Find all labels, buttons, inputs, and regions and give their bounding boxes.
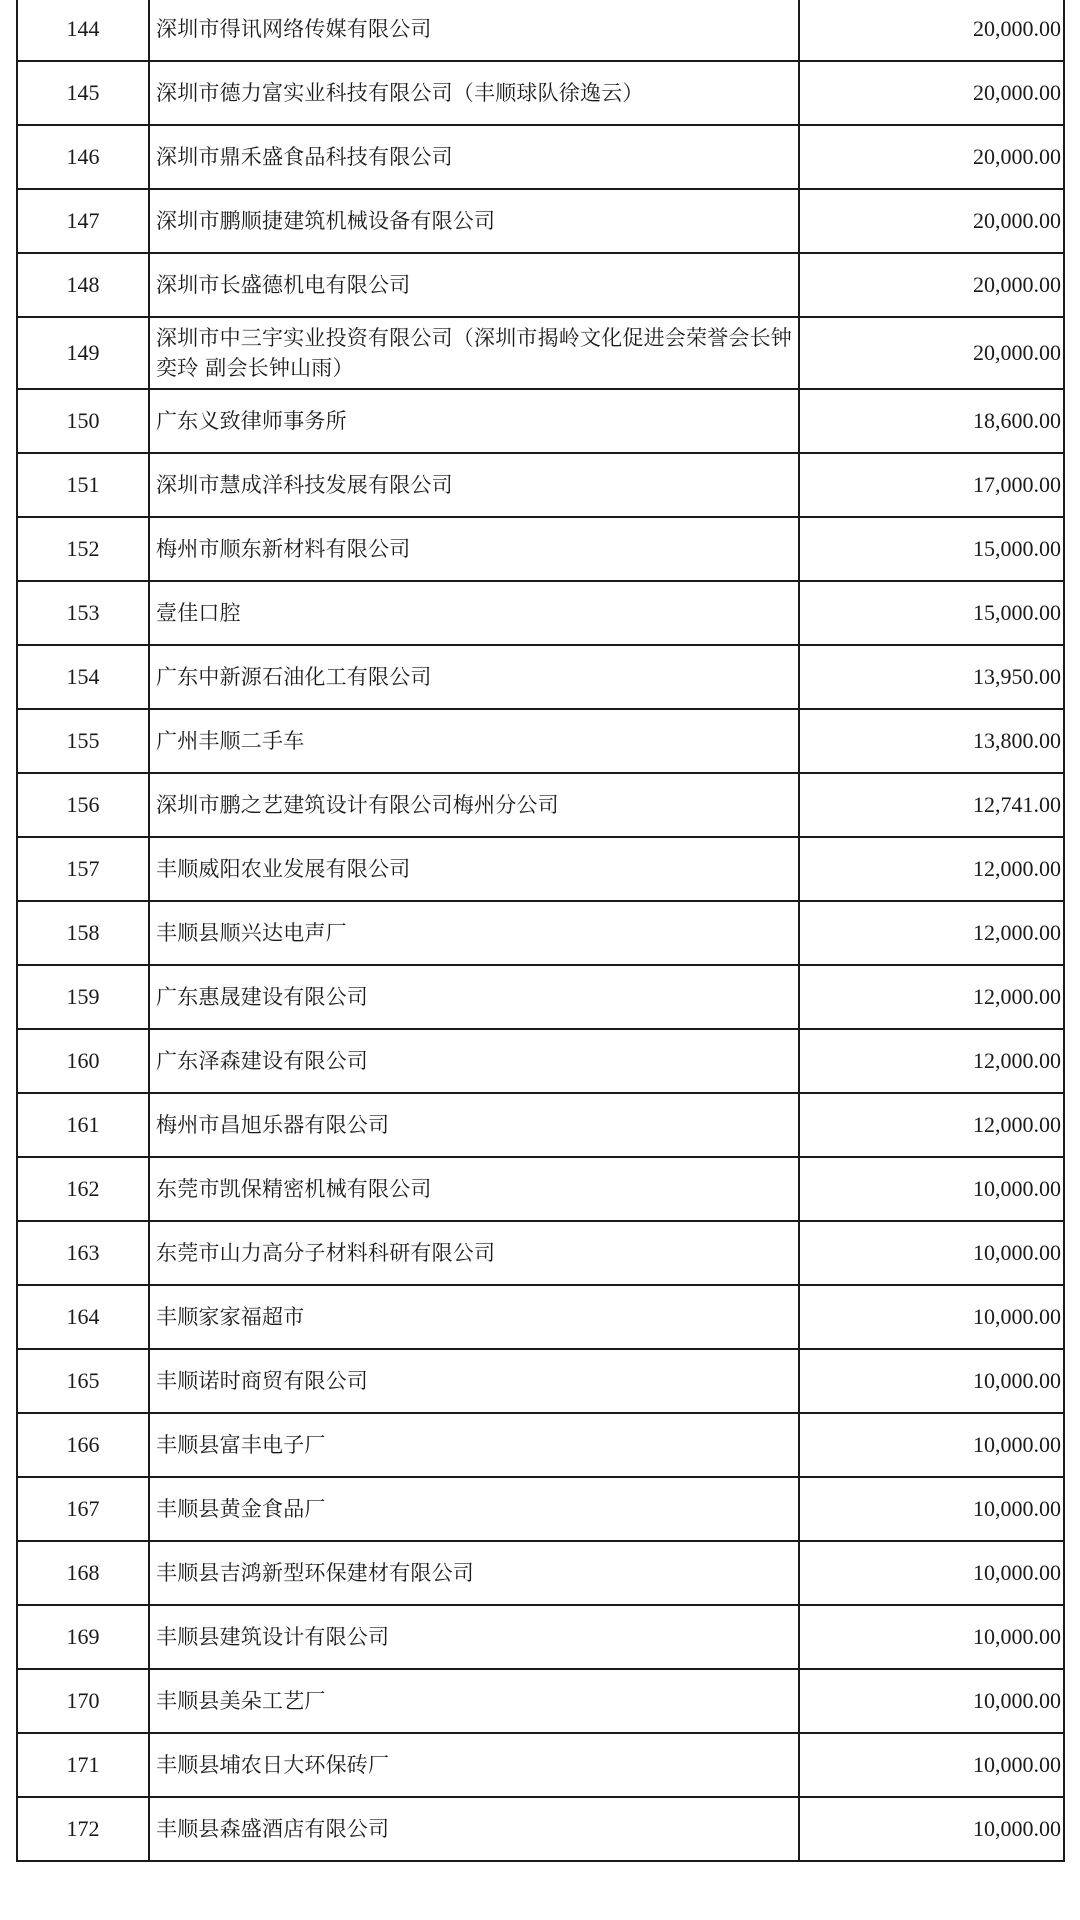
donation-amount: 20,000.00 — [799, 125, 1064, 189]
donation-amount: 20,000.00 — [799, 189, 1064, 253]
donor-name: 深圳市鹏之艺建筑设计有限公司梅州分公司 — [149, 773, 799, 837]
donation-amount: 17,000.00 — [799, 453, 1064, 517]
row-number: 164 — [17, 1285, 149, 1349]
donation-amount: 20,000.00 — [799, 317, 1064, 389]
row-number: 170 — [17, 1669, 149, 1733]
donation-amount: 12,741.00 — [799, 773, 1064, 837]
donor-name: 丰顺威阳农业发展有限公司 — [149, 837, 799, 901]
table-row — [17, 189, 1064, 253]
row-number: 151 — [17, 453, 149, 517]
donor-name: 丰顺县建筑设计有限公司 — [149, 1605, 799, 1669]
donor-name: 深圳市中三宇实业投资有限公司（深圳市揭岭文化促进会荣誉会长钟奕玲 副会长钟山雨） — [149, 317, 799, 389]
donor-name: 丰顺诺时商贸有限公司 — [149, 1349, 799, 1413]
table-row — [17, 1797, 1064, 1861]
donation-amount: 12,000.00 — [799, 837, 1064, 901]
row-number: 172 — [17, 1797, 149, 1861]
row-number: 145 — [17, 61, 149, 125]
donation-amount: 13,950.00 — [799, 645, 1064, 709]
row-number: 160 — [17, 1029, 149, 1093]
row-number: 166 — [17, 1413, 149, 1477]
donation-amount: 20,000.00 — [799, 61, 1064, 125]
donation-amount: 10,000.00 — [799, 1797, 1064, 1861]
row-number: 149 — [17, 317, 149, 389]
table-row — [17, 1285, 1064, 1349]
row-number: 155 — [17, 709, 149, 773]
row-number: 167 — [17, 1477, 149, 1541]
donor-name: 深圳市德力富实业科技有限公司（丰顺球队徐逸云） — [149, 61, 799, 125]
row-number: 165 — [17, 1349, 149, 1413]
donor-name: 广州丰顺二手车 — [149, 709, 799, 773]
table-row — [17, 0, 1064, 61]
table-row — [17, 125, 1064, 189]
donation-amount: 20,000.00 — [799, 0, 1064, 61]
row-number: 152 — [17, 517, 149, 581]
row-number: 156 — [17, 773, 149, 837]
table-row — [17, 1541, 1064, 1605]
table-row — [17, 61, 1064, 125]
donation-amount: 10,000.00 — [799, 1157, 1064, 1221]
donor-name: 深圳市慧成洋科技发展有限公司 — [149, 453, 799, 517]
donation-amount: 12,000.00 — [799, 901, 1064, 965]
donation-amount: 10,000.00 — [799, 1477, 1064, 1541]
donor-name: 丰顺县吉鸿新型环保建材有限公司 — [149, 1541, 799, 1605]
donation-amount: 15,000.00 — [799, 581, 1064, 645]
donor-name: 壹佳口腔 — [149, 581, 799, 645]
table-row — [17, 581, 1064, 645]
donation-amount: 12,000.00 — [799, 965, 1064, 1029]
row-number: 148 — [17, 253, 149, 317]
donor-name: 广东泽森建设有限公司 — [149, 1029, 799, 1093]
donation-amount: 12,000.00 — [799, 1093, 1064, 1157]
table-row — [17, 773, 1064, 837]
table-row — [17, 1221, 1064, 1285]
donation-amount: 10,000.00 — [799, 1605, 1064, 1669]
donor-name: 广东义致律师事务所 — [149, 389, 799, 453]
table-row — [17, 901, 1064, 965]
row-number: 171 — [17, 1733, 149, 1797]
table-row — [17, 965, 1064, 1029]
row-number: 168 — [17, 1541, 149, 1605]
table-row — [17, 453, 1064, 517]
table-row — [17, 389, 1064, 453]
donation-amount: 10,000.00 — [799, 1733, 1064, 1797]
donation-amount: 10,000.00 — [799, 1669, 1064, 1733]
row-number: 147 — [17, 189, 149, 253]
donation-amount: 13,800.00 — [799, 709, 1064, 773]
row-number: 144 — [17, 0, 149, 61]
table-row — [17, 1477, 1064, 1541]
table-row — [17, 517, 1064, 581]
donor-table-body — [17, 0, 1064, 1861]
donor-name: 丰顺县森盛酒店有限公司 — [149, 1797, 799, 1861]
donation-amount: 12,000.00 — [799, 1029, 1064, 1093]
donor-name: 深圳市鼎禾盛食品科技有限公司 — [149, 125, 799, 189]
row-number: 159 — [17, 965, 149, 1029]
donation-amount: 15,000.00 — [799, 517, 1064, 581]
table-row — [17, 645, 1064, 709]
donor-name: 深圳市得讯网络传媒有限公司 — [149, 0, 799, 61]
donor-name: 丰顺县富丰电子厂 — [149, 1413, 799, 1477]
row-number: 163 — [17, 1221, 149, 1285]
donor-name: 丰顺县顺兴达电声厂 — [149, 901, 799, 965]
table-row — [17, 1605, 1064, 1669]
table-row — [17, 1413, 1064, 1477]
donor-name: 丰顺县埔农日大环保砖厂 — [149, 1733, 799, 1797]
donor-name: 东莞市凯保精密机械有限公司 — [149, 1157, 799, 1221]
table-row — [17, 317, 1064, 389]
table-row — [17, 1349, 1064, 1413]
row-number: 161 — [17, 1093, 149, 1157]
row-number: 158 — [17, 901, 149, 965]
donor-name: 深圳市长盛德机电有限公司 — [149, 253, 799, 317]
table-row — [17, 1733, 1064, 1797]
row-number: 150 — [17, 389, 149, 453]
donor-name: 广东惠晟建设有限公司 — [149, 965, 799, 1029]
table-row — [17, 1669, 1064, 1733]
table-row — [17, 1029, 1064, 1093]
donation-amount: 10,000.00 — [799, 1221, 1064, 1285]
donation-amount: 10,000.00 — [799, 1413, 1064, 1477]
row-number: 157 — [17, 837, 149, 901]
row-number: 169 — [17, 1605, 149, 1669]
donor-table — [16, 0, 1065, 1862]
donor-name: 丰顺家家福超市 — [149, 1285, 799, 1349]
row-number: 162 — [17, 1157, 149, 1221]
donor-name: 丰顺县黄金食品厂 — [149, 1477, 799, 1541]
donor-name: 深圳市鹏顺捷建筑机械设备有限公司 — [149, 189, 799, 253]
row-number: 146 — [17, 125, 149, 189]
donation-amount: 10,000.00 — [799, 1285, 1064, 1349]
donation-amount: 10,000.00 — [799, 1541, 1064, 1605]
table-row — [17, 253, 1064, 317]
donor-name: 广东中新源石油化工有限公司 — [149, 645, 799, 709]
donation-amount: 20,000.00 — [799, 253, 1064, 317]
donor-name: 梅州市顺东新材料有限公司 — [149, 517, 799, 581]
table-row — [17, 1093, 1064, 1157]
table-row — [17, 709, 1064, 773]
donor-name: 东莞市山力高分子材料科研有限公司 — [149, 1221, 799, 1285]
row-number: 153 — [17, 581, 149, 645]
row-number: 154 — [17, 645, 149, 709]
donation-amount: 18,600.00 — [799, 389, 1064, 453]
donor-name: 梅州市昌旭乐器有限公司 — [149, 1093, 799, 1157]
table-row — [17, 837, 1064, 901]
table-row — [17, 1157, 1064, 1221]
donation-amount: 10,000.00 — [799, 1349, 1064, 1413]
donor-name: 丰顺县美朵工艺厂 — [149, 1669, 799, 1733]
